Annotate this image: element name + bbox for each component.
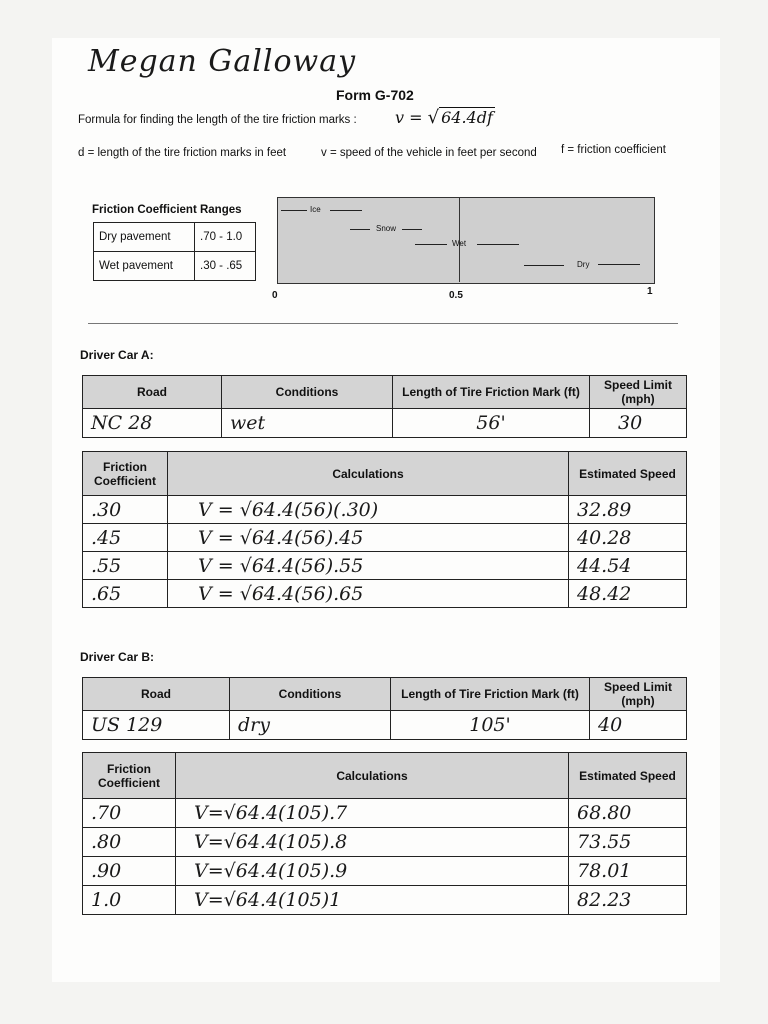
table-header-row: [83, 678, 687, 711]
snow-label: Snow: [376, 224, 397, 233]
range-cell: .70 - 1.0: [195, 223, 256, 252]
car-b-road-table: [82, 677, 687, 740]
section-divider: [88, 323, 678, 324]
length-cell: 56': [393, 409, 590, 438]
speed-cell: 40.28: [569, 524, 687, 552]
calc-cell: V = √64.4(56)(.30): [168, 496, 569, 524]
coef-cell: 1.0: [83, 886, 176, 915]
definition-d: d = length of the tire friction marks in feet: [78, 147, 287, 159]
ice-arrow-right: [330, 210, 362, 211]
speed-cell: 68.80: [569, 799, 687, 828]
speed-cell: 78.01: [569, 857, 687, 886]
formula-lhs: v =: [395, 108, 423, 127]
header-calc: Calculations: [168, 452, 569, 496]
car-b-label: Driver Car B:: [80, 650, 155, 664]
table-header-row: [83, 452, 687, 496]
speed-cell: 32.89: [569, 496, 687, 524]
calc-cell: V = √64.4(56).65: [168, 580, 569, 608]
table-row: [83, 409, 687, 438]
table-row: [83, 580, 687, 608]
formula-label: Formula for finding the length of the tire friction marks :: [78, 114, 357, 126]
length-cell: 105': [391, 711, 590, 740]
dry-arrow-left: [524, 265, 564, 266]
coef-cell: .65: [83, 580, 168, 608]
definition-f: f = friction coefficient: [561, 144, 666, 156]
coef-cell: .70: [83, 799, 176, 828]
header-coef: Friction Coefficient: [83, 753, 176, 799]
dry-label: Dry: [577, 260, 590, 269]
wet-arrow-left: [415, 244, 447, 245]
header-road: Road: [83, 376, 222, 409]
calc-cell: V=√64.4(105).9: [176, 857, 569, 886]
table-header-row: [83, 753, 687, 799]
coef-cell: .45: [83, 524, 168, 552]
tick-label: 0.5: [449, 290, 463, 301]
speed-cell: 73.55: [569, 828, 687, 857]
form-title: Form G-702: [336, 87, 414, 103]
coef-cell: .90: [83, 857, 176, 886]
table-row: [83, 828, 687, 857]
table-row: [94, 252, 256, 281]
ice-label: Ice: [310, 205, 321, 214]
tick-label: 0: [272, 290, 278, 301]
range-cell: .30 - .65: [195, 252, 256, 281]
header-length: Length of Tire Friction Mark (ft): [393, 376, 590, 409]
header-est: Estimated Speed: [569, 452, 687, 496]
ice-arrow-left: [281, 210, 307, 211]
calc-cell: V=√64.4(105).8: [176, 828, 569, 857]
header-conditions: Conditions: [230, 678, 391, 711]
speed-formula: v = √ 64.4df: [395, 107, 493, 128]
coef-cell: .30: [83, 496, 168, 524]
table-row: [94, 223, 256, 252]
table-row: [83, 711, 687, 740]
table-row: [83, 552, 687, 580]
coef-cell: .55: [83, 552, 168, 580]
table-row: [83, 524, 687, 552]
speed-cell: 82.23: [569, 886, 687, 915]
calc-cell: V=√64.4(105)1: [176, 886, 569, 915]
header-length: Length of Tire Friction Mark (ft): [391, 678, 590, 711]
wet-label: Wet: [452, 239, 467, 248]
car-a-label: Driver Car A:: [80, 348, 154, 362]
speed-cell: 48.42: [569, 580, 687, 608]
car-b-calc-table: [82, 752, 687, 915]
header-coef: Friction Coefficient: [83, 452, 168, 496]
conditions-cell: dry: [230, 711, 391, 740]
header-speed-limit: Speed Limit (mph): [590, 376, 687, 409]
snow-arrow-left: [350, 229, 370, 230]
road-cell: US 129: [83, 711, 230, 740]
tick-label: 1: [647, 286, 653, 297]
surface-cell: Wet pavement: [94, 252, 195, 281]
table-row: [83, 857, 687, 886]
calc-cell: V = √64.4(56).55: [168, 552, 569, 580]
car-a-road-table: [82, 375, 687, 438]
snow-arrow-right: [402, 229, 422, 230]
header-calc: Calculations: [176, 753, 569, 799]
definition-v: v = speed of the vehicle in feet per second: [321, 147, 537, 159]
table-header-row: [83, 376, 687, 409]
table-row: [83, 496, 687, 524]
header-road: Road: [83, 678, 230, 711]
car-a-calc-table: [82, 451, 687, 608]
surface-cell: Dry pavement: [94, 223, 195, 252]
conditions-cell: wet: [222, 409, 393, 438]
calc-cell: V=√64.4(105).7: [176, 799, 569, 828]
header-conditions: Conditions: [222, 376, 393, 409]
table-row: [83, 886, 687, 915]
coef-cell: .80: [83, 828, 176, 857]
speed-limit-cell: 40: [590, 711, 687, 740]
student-name: Megan Galloway: [88, 44, 357, 79]
road-cell: NC 28: [83, 409, 222, 438]
friction-ranges-table: [93, 222, 256, 281]
wet-arrow-right: [477, 244, 519, 245]
table-row: [83, 799, 687, 828]
header-est: Estimated Speed: [569, 753, 687, 799]
speed-cell: 44.54: [569, 552, 687, 580]
calc-cell: V = √64.4(56).45: [168, 524, 569, 552]
friction-ranges-title: Friction Coefficient Ranges: [92, 204, 242, 216]
dry-arrow-right: [598, 264, 640, 265]
formula-radicand: 64.4df: [441, 108, 493, 127]
header-speed-limit: Speed Limit (mph): [590, 678, 687, 711]
speed-limit-cell: 30: [590, 409, 687, 438]
